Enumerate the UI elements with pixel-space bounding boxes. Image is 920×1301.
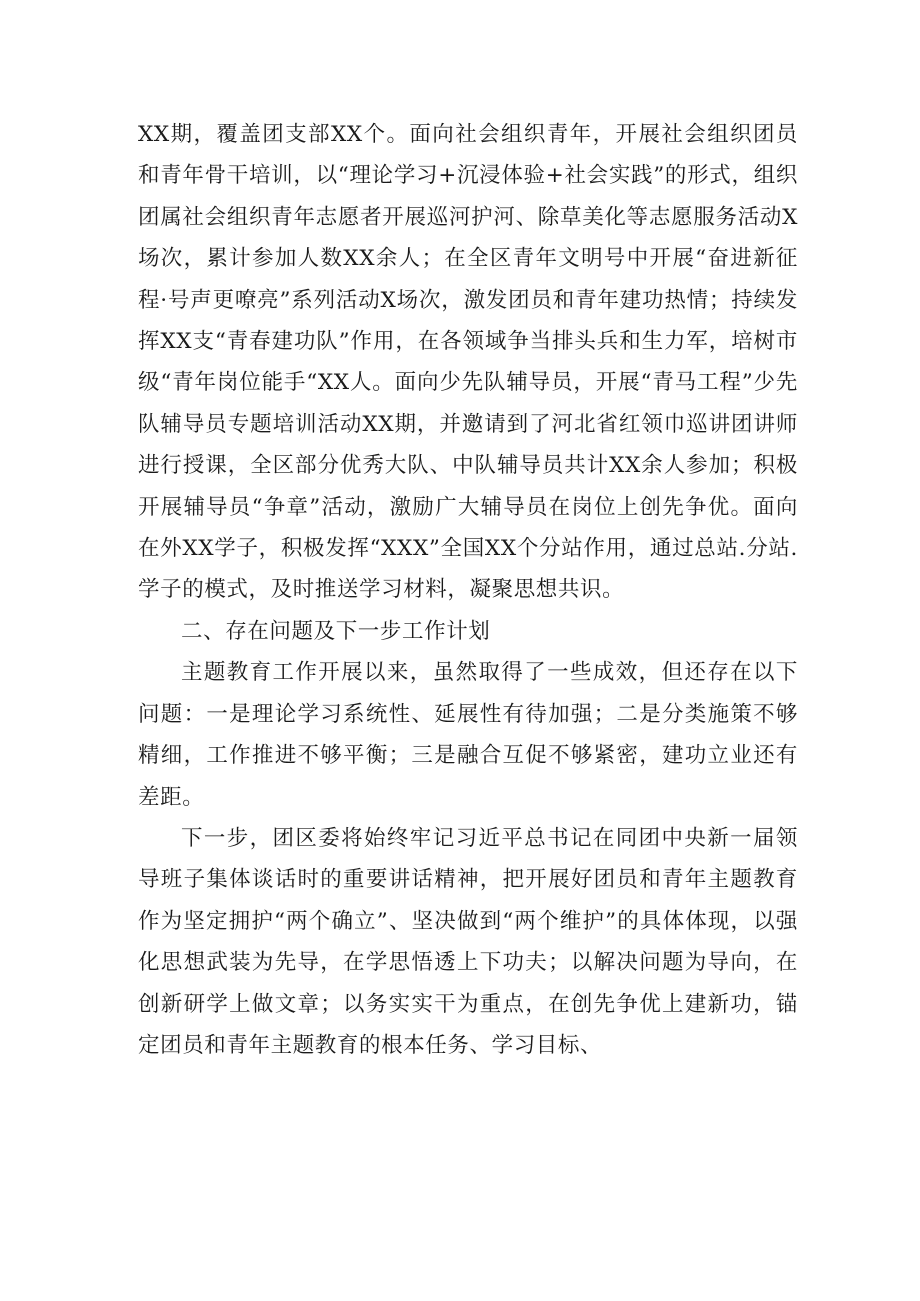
paragraph-problems: 主题教育工作开展以来，虽然取得了一些成效，但还存在以下问题：一是理论学习系统性、延展性有待加强；二是分类施策不够精细，工作推进不够平衡；三是融合互促不够紧密，建功立业还有差距。 (138, 660, 798, 810)
document-body (138, 114, 798, 1066)
paragraph-next-steps: 下一步，团区委将始终牢记习近平总书记在同团中央新一届领导班子集体谈话时的重要讲话精神，把开展好团员和青年主题教育作为坚定拥护“两个确立”、坚决做到“两个维护”的具体体现，以强化思想武装为先导，在学思悟透上下功夫；以解决问题为导向，在创新研学上做文章；以务实实干为重点，在创先争优上建新功，锚定团员和青年主题教育的根本任务、学习目标、 (138, 825, 798, 1058)
paragraph-continuation: XX期，覆盖团支部XX个。面向社会组织青年，开展社会组织团员和青年骨干培训，以“理论学习+沉浸体验+社会实践”的形式，组织团属社会组织青年志愿者开展巡河护河、除草美化等志愿服务活动X场次，累计参加人数XX余人；在全区青年文明号中开展“奋进新征程·号声更嘹亮”系列活动X场次，激发团员和青年建功热情；持续发挥XX支“青春建功队”作用，在各领域争当排头兵和生力军，培树市级“青年岗位能手“XX人。面向少先队辅导员，开展“青马工程”少先队辅导员专题培训活动XX期，并邀请到了河北省红领巾巡讲团讲师进行授课，全区部分优秀大队、中队辅导员共计XX余人参加；积极开展辅导员“争章”活动，激励广大辅导员在岗位上创先争优。面向在外XX学子，积极发挥“XXX”全国XX个分站作用，通过总站.分站.学子的模式，及时推送学习材料，凝聚思想共识。 (138, 122, 798, 603)
section-heading: 二、存在问题及下一步工作计划 (181, 618, 491, 644)
